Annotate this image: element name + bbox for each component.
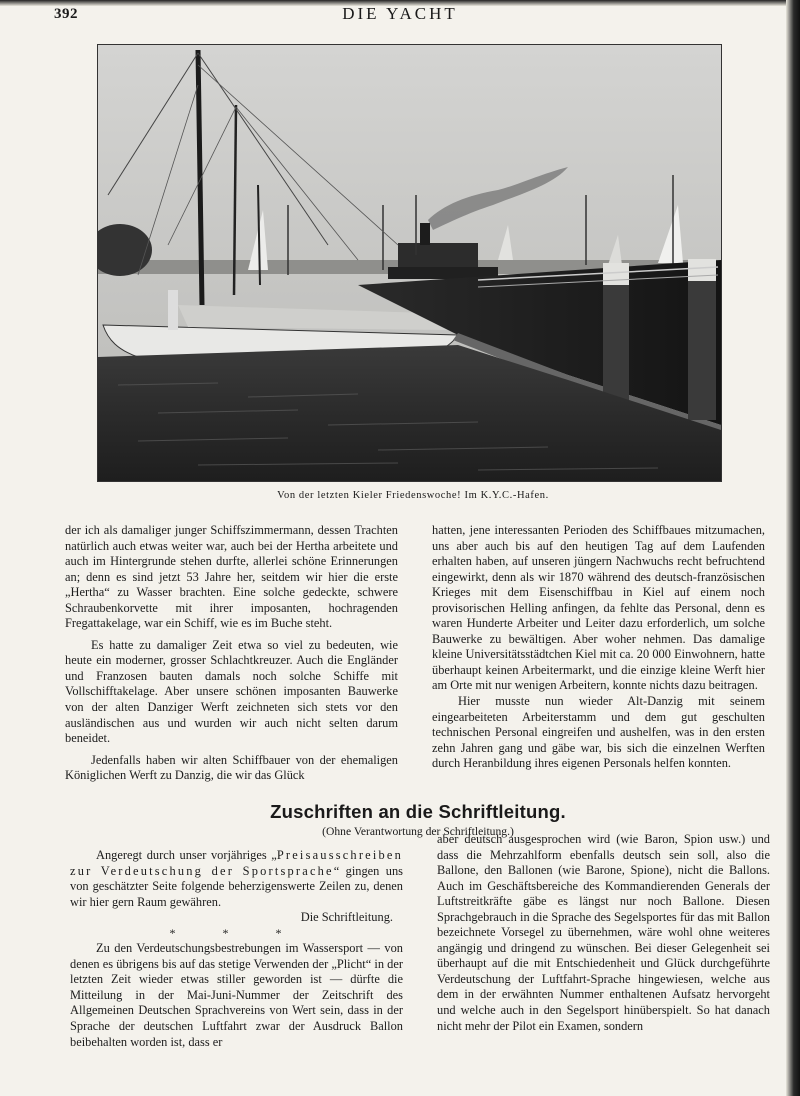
editor-signoff: Die Schriftleitung.	[300, 910, 393, 925]
article-paragraph: Es hatte zu damaliger Zeit etwa so viel zu bedeuten, wie heute ein moderner, grosser Schlachtkreuzer. Auch die Engländer und Franzosen bauten damals noch solche Schiffe mit Vollschifftakelage. Aber unsere schönen imposanten Bauwerke von der alten Danziger Werft zeichneten sich stets vor den ausländischen aus und wurden wir auch nicht selten darum beneidet.	[65, 637, 398, 746]
article-paragraph: hatten, jene interessanten Perioden des Schiffbaues mitzumachen, uns aber auch bis auf den heutigen Tag auf dem Laufenden erhalten haben, auf unseren jüngern Nachwuchs recht befruchtend eingewirkt, denn als wir 1870 während des deutsch-französischen Krieges mit dem Eisenschiffbau in Kiel auf einem noch provisorischen Helling anfingen, da fehlte das Personal, denn es waren Hunderte Arbeiter und Leiter dazu erforderlich, um solche Bauwerke zu bewältigen. Aber woher nehmen. Das damalige kleine Universitätsstädtchen Kiel mit ca. 20 000 Einwohnern, hatte überhaupt keinen Arbeitermarkt, und die einzige kleine Werft hier am Orte mit nur wenigen Arbeitern, konnte nichts dazu beitragen.	[432, 523, 765, 693]
harbor-photo-image	[98, 45, 721, 481]
harbor-photograph	[97, 44, 722, 482]
section-separator: * * *	[169, 925, 304, 940]
letters-column-right	[437, 832, 770, 1034]
letters-body-paragraph: Zu den Verdeutschungsbestrebungen im Wassersport — von denen es übrigens bis auf das stetige Verwenden der „Plicht“ in der letzten Zeit wieder etwas stiller geworden ist — dürfte die Mitteilung in der Mai-Juni-Nummer der Zeitschrift des Allgemeinen Deutschen Sprachvereins von Wert sein, dass in der Sprache der deutschen Luftfahrt zwar der Ausdruck Ballon beibehalten worden ist, dass er	[70, 941, 403, 1049]
letters-intro-end: “ gingen uns von geschätzter Seite folgende beherzigenswerte Zeilen zu, denen wir hier gern Raum gewähren.	[70, 863, 403, 909]
article-paragraph: der ich als damaliger junger Schiffszimmermann, dessen Trachten natürlich auch etwas weiter war, auch bei der Hertha arbeitete und auch im Hintergrunde stehen durfte, allerlei schöne Erinnerungen an; denn es sind jetzt 53 Jahre her, seitdem wir hier die erste „Hertha“ zu Wasser brachten. Eine solche gedeckte, schwere Schraubenkorvette mit ihrer imposanten, hochragenden Fregattakelage, war ein Schiff, wie es im Buche steht.	[65, 523, 398, 631]
article-column-top-left	[65, 523, 398, 784]
photo-caption: Von der letzten Kieler Friedenswoche! Im K.Y.C.-Hafen.	[277, 490, 549, 501]
section-headline: Zuschriften an die Schriftleitung.	[270, 801, 566, 822]
article-column-top-right	[432, 523, 765, 772]
letters-intro-start: Angeregt durch unser vorjähriges „	[96, 848, 277, 862]
article-paragraph: Jedenfalls haben wir alten Schiffbauer von der ehemaligen Königlichen Werft zu Danzig, die wir das Glück	[65, 752, 398, 783]
running-head: DIE YACHT	[342, 4, 458, 23]
letters-body-paragraph: aber deutsch ausgesprochen wird (wie Baron, Spion usw.) und dass die Mehrzahlform ebenfalls deutsch sein soll, also die Ballone, den Ballonen (wie Barone, Spione), nicht die Ballons. Auch im Geschäftsbereiche des Kommandierenden Generals der Luftstreitkräfte gäbe es längst nur noch Ballone. Diesen Sprachgebrauch in die Sprache des Segelsportes für das mit Ballon bezeichnete Vorsegel zu übernehmen, wäre wohl ohne weiteres angängig und dringend zu wünschen. Bei dieser Gelegenheit sei überhaupt auf die mit Entschiedenheit und Glück durchgeführte Verdeutschung der Luftfahrt-Sprache hingewiesen, welche aus dem in der erwähnten Nummer enthaltenen Aufsatz hervorgeht und welche auch in den Segelsport hinüberspielt. So hat danach nicht mehr der Pilot ein Examen, sondern	[437, 832, 770, 1033]
section-subheadline: (Ohne Verantwortung der Schriftleitung.)	[322, 825, 514, 838]
letters-intro-spaced: Preisausschreiben zur Verdeutschung der Sportsprache	[70, 848, 403, 878]
letters-column-left	[70, 848, 403, 1050]
letters-intro	[70, 848, 403, 910]
article-paragraph: Hier musste nun wieder Alt-Danzig mit seinem eingearbeiteten Arbeiterstamm und dem gut geschulten technischen Personal eingreifen und aushelfen, was in den ersten zehn Jahren gang und gäbe war, bis sich die einzelnen Werften durch Heranbildung ihres eigenen Personals helfen konnten.	[432, 694, 765, 771]
page-number: 392	[54, 6, 78, 22]
page-binding-edge	[786, 0, 800, 1096]
